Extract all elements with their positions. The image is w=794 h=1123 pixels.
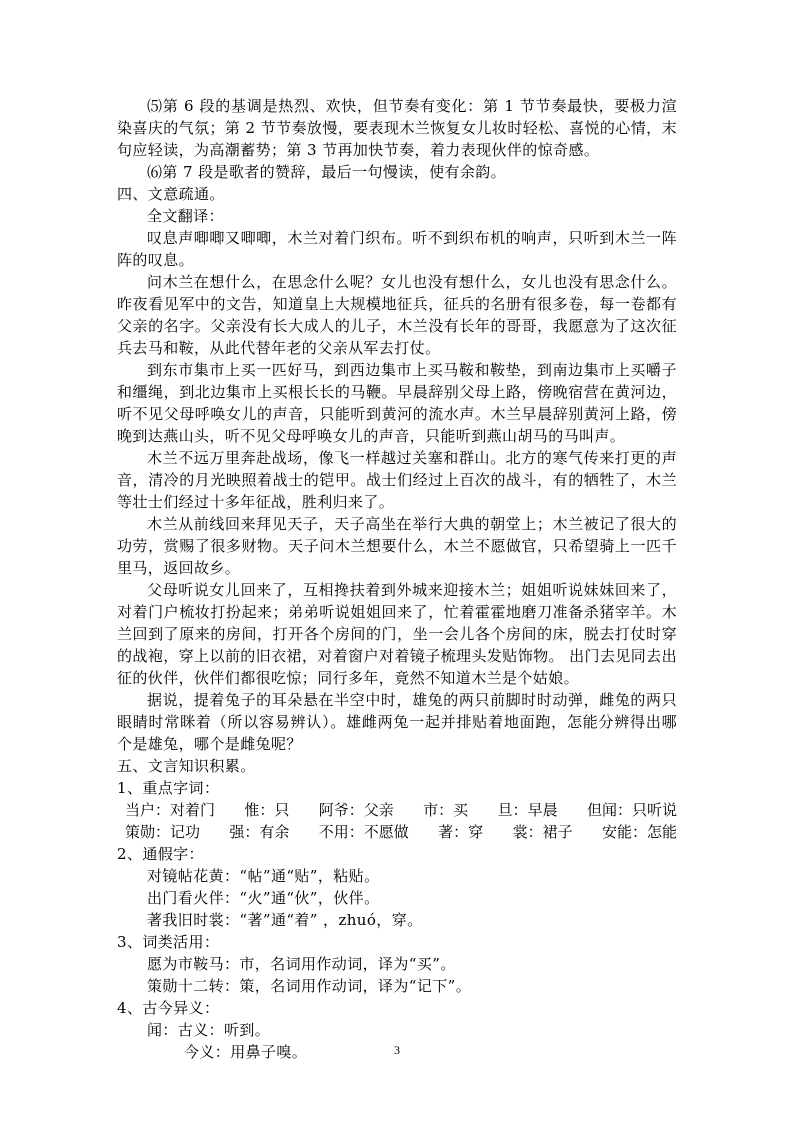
tongjia-heading: 2、通假字： xyxy=(117,845,204,863)
key-word: 不用：不愿做 xyxy=(318,823,409,841)
tongjia-item: 著我旧时裳：“著”通“着” ，zhuó，穿。 xyxy=(147,911,423,929)
gujin-modern: 今义：用鼻子嗅。 xyxy=(184,1043,308,1061)
document-page xyxy=(117,95,677,1063)
translation-paragraph: 问木兰在想什么，在思念什么呢？女儿也没有想什么，女儿也没有思念什么。昨夜看见军中的文告，知道皇上大规模地征兵，征兵的名册有很多卷，每一卷都有父亲的名字。父亲没有长大成人的儿子，木兰没有长年的哥哥，我愿意为了这次征兵去马和鞍，从此代替年老的父亲从军去打仗。 xyxy=(117,273,677,357)
cilei-item: 策勋十二转：策，名词用作动词，译为“记下”。 xyxy=(147,977,472,995)
key-word: 裳：裙子 xyxy=(512,823,573,841)
key-word: 安能：怎能 xyxy=(601,823,677,841)
translation-paragraph: 叹息声唧唧又唧唧，木兰对着门织布。听不到织布机的响声，只听到木兰一阵阵的叹息。 xyxy=(117,229,677,269)
key-word: 策勋：记功 xyxy=(125,823,201,841)
section-5-heading: 五、文言知识积累。 xyxy=(117,757,256,775)
key-words-row xyxy=(117,821,677,843)
reading-note-5: ⑸第 6 段的基调是热烈、欢快，但节奏有变化：第 1 节节奏最快，要极力渲染喜庆的气氛；第 2 节节奏放慢，要表现木兰恢复女儿妆时轻松、喜悦的心情，末句应轻读，为高潮蓄势；第 3 节再加快节奏，着力表现伙伴的惊奇感。 xyxy=(117,97,677,159)
page-number: 3 xyxy=(394,1043,400,1057)
key-word: 著：穿 xyxy=(438,823,484,841)
translation-subheading: 全文翻译： xyxy=(147,207,225,225)
key-words-row xyxy=(117,799,677,821)
section-4-heading: 四、文意疏通。 xyxy=(117,185,225,203)
key-word: 但闻：只听说 xyxy=(586,801,677,819)
translation-paragraph: 到东市集市上买一匹好马，到西边集市上买马鞍和鞍垫，到南边集市上买嚼子和缰绳，到北边集市上买根长长的马鞭。早晨辞别父母上路，傍晚宿营在黄河边，听不见父母呼唤女儿的声音，只能听到黄河的流水声。木兰早晨辞别黄河上路，傍晚到达燕山头，听不见父母呼唤女儿的声音，只能听到燕山胡马的马叫声。 xyxy=(117,361,677,445)
key-word: 旦：早晨 xyxy=(497,801,558,819)
translation-paragraph: 木兰从前线回来拜见天子，天子高坐在举行大典的朝堂上；木兰被记了很大的功劳，赏赐了很多财物。天子问木兰想要什么，木兰不愿做官，只希望骑上一匹千里马，返回故乡。 xyxy=(117,515,677,577)
key-word: 阿爷：父亲 xyxy=(318,801,394,819)
reading-note-6: ⑹第 7 段是歌者的赞辞，最后一句慢读，使有余韵。 xyxy=(147,163,507,181)
cilei-item: 愿为市鞍马：市，名词用作动词，译为“买”。 xyxy=(147,955,456,973)
key-word: 惟：只 xyxy=(244,801,290,819)
key-words-heading: 1、重点字词： xyxy=(117,779,220,797)
tongjia-item: 对镜帖花黄：“帖”通“贴”，粘贴。 xyxy=(147,867,380,885)
translation-paragraph: 木兰不远万里奔赴战场，像飞一样越过关塞和群山。北方的寒气传来打更的声音，清冷的月光映照着战士的铠甲。战士们经过上百次的战斗，有的牺牲了，木兰等壮士们经过十多年征战，胜利归来了。 xyxy=(117,449,677,511)
translation-paragraph: 父母听说女儿回来了，互相搀扶着到外城来迎接木兰；姐姐听说妹妹回来了，对着门户梳妆打扮起来；弟弟听说姐姐回来了，忙着霍霍地磨刀准备杀猪宰羊。木兰回到了原来的房间，打开各个房间的门，坐一会儿各个房间的床，脱去打仗时穿的战袍，穿上以前的旧衣裙，对着窗户对着镜子梳理头发贴饰物。 出门去见同去出征的伙伴，伙伴们都很吃惊；同行多年，竟然不知道木兰是个姑娘。 xyxy=(117,581,677,687)
key-word: 当户：对着门 xyxy=(125,801,216,819)
cilei-heading: 3、词类活用： xyxy=(117,933,220,951)
key-word: 市：买 xyxy=(423,801,469,819)
translation-paragraph: 据说，提着兔子的耳朵悬在半空中时，雄兔的两只前脚时时动弹，雌兔的两只眼睛时常眯着（所以容易辨认）。雄雌两兔一起并排贴着地面跑，怎能分辨得出哪个是雄兔，哪个是雌兔呢？ xyxy=(117,691,677,753)
gujin-ancient: 闻：古义：听到。 xyxy=(147,1021,271,1039)
tongjia-item: 出门看火伴：“火”通“伙”，伙伴。 xyxy=(147,889,380,907)
gujin-heading: 4、古今异义： xyxy=(117,999,220,1017)
key-word: 强：有余 xyxy=(229,823,290,841)
